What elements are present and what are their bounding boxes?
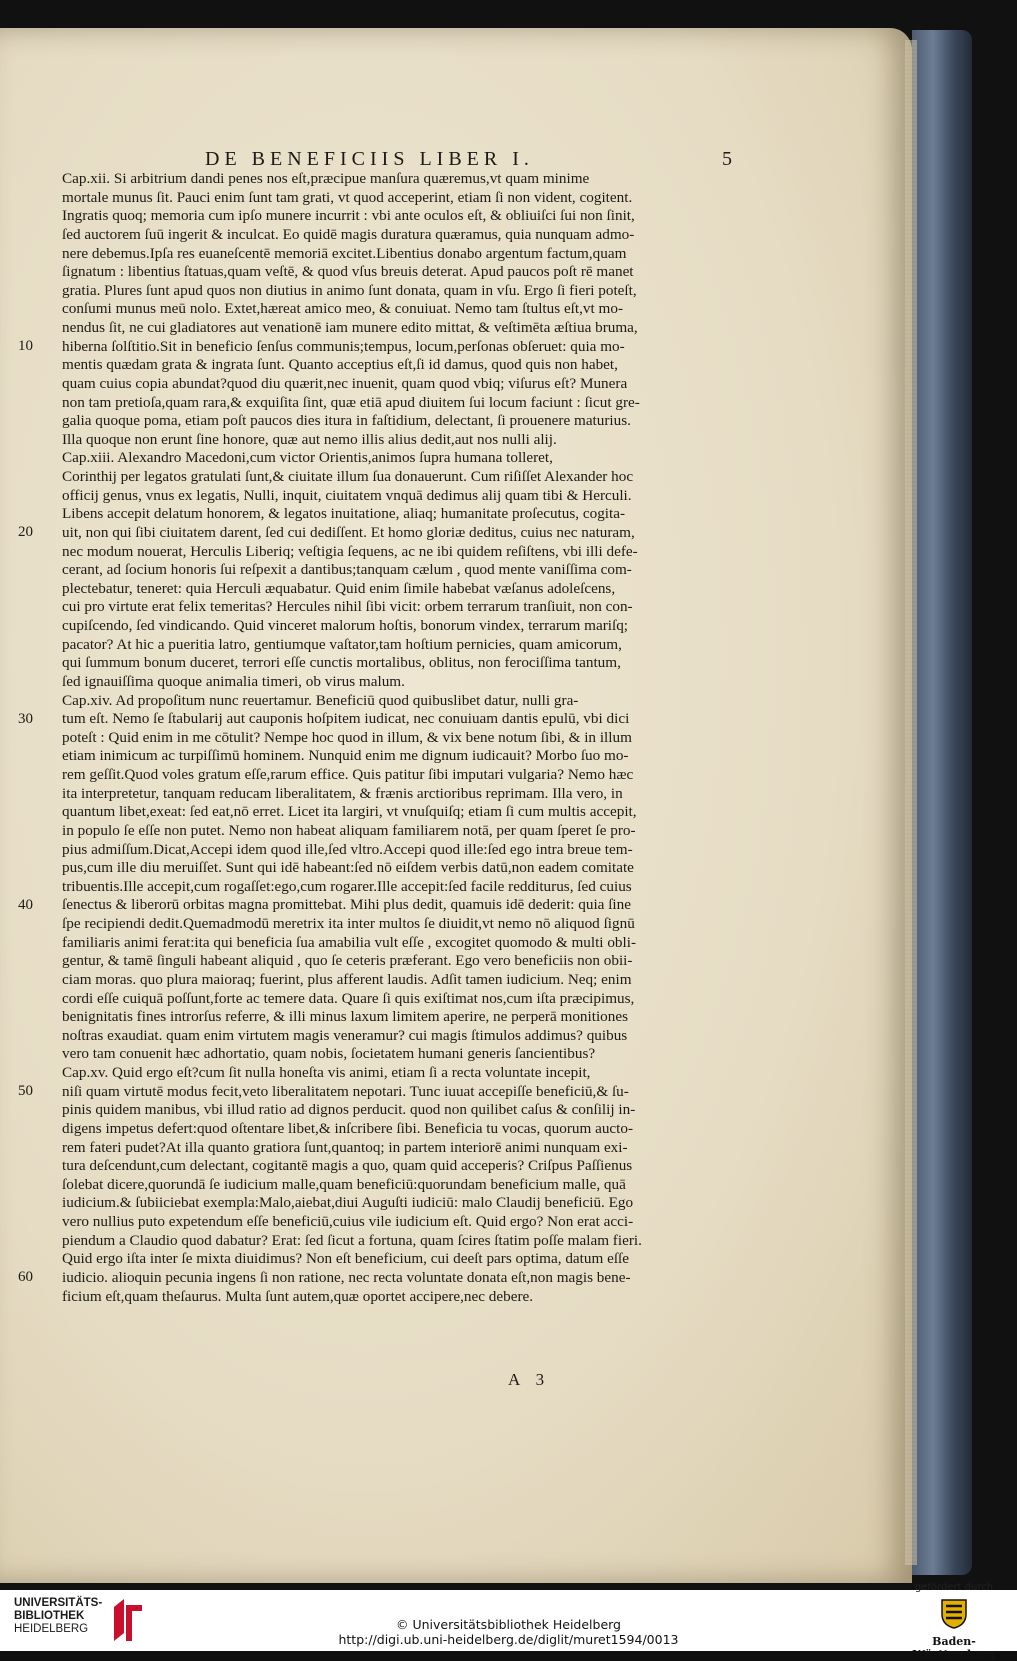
text-line: non tam pretioſa,quam rara,& exquiſita ſint, quæ etiā apud diuitem ſui locum faciunt : ſicut gre- bbox=[62, 393, 640, 411]
text-line: qui ſummum bonum duceret, terrori eſſe cunctis mortalibus, oblitus, non ferociſſima tantum, bbox=[62, 654, 621, 672]
text-line: Cap.xv. Quid ergo eſt?cum ſit nulla honeſta vis animi, etiam ſi a recta voluntate incepit, bbox=[62, 1064, 591, 1081]
text-line: familiaris animi ferat:ita qui beneficia ſua amabilia vult eſſe , excogitet quomodo & multi obli- bbox=[62, 933, 637, 951]
line-number: 10 bbox=[18, 338, 33, 354]
text-line: mortale munus ſit. Pauci enim ſunt tam grati, vt quod acceperint, etiam ſi non vident, cogitent. bbox=[62, 188, 633, 206]
text-line: digens impetus defert:quod oſtentare libet,& inſcribere ſibi. Beneficia tu vocas, quorum aucto- bbox=[62, 1119, 634, 1137]
text-line: etiam inimicum ac turpiſſimū hominem. Nunquid enim me dignum iudicauit? Morbo ſuo mo- bbox=[62, 747, 629, 765]
text-line: officij genus, vnus ex legatis, Nulli, inquit, ciuitatem vnquā dedimus alij quam tibi & Herculi. bbox=[62, 486, 632, 504]
body-text bbox=[62, 170, 737, 1306]
text-line: hiberna ſolſtitio.Sit in beneficio ſenſus communis;tempus, locum,perſonas obſeruet: quia mo- bbox=[62, 337, 625, 355]
text-line: niſi quam virtutē modus fecit,veto liberalitatem nepotari. Tunc iuuat accepiſſe beneficiū,& ſu- bbox=[62, 1082, 629, 1100]
text-line: in populo ſe eſſe non putet. Nemo non habeat aliquam familiarem notā, per quam ſperet ſe pro- bbox=[62, 821, 636, 839]
text-line: galia quoque poma, etiam poſt paucos dies itura in faſtidium, delectant, ſi prouenere maturius. bbox=[62, 412, 631, 430]
text-line: gentur, & tamē ſinguli habeant aliquid , quo ſe ceteris præferant. Ego vero beneficiis non obii- bbox=[62, 952, 633, 970]
text-line: cordi eſſe cuiquā poſſunt,forte ac temere data. Quare ſi quis exiſtimat nos,cum iſta præcipimus, bbox=[62, 989, 635, 1007]
text-line: vero nullius puto expetendum eſſe beneficiū,cuius vile iudicium eſt. Quid ergo? Non erat acci- bbox=[62, 1213, 634, 1230]
text-line: Cap.xiii. Alexandro Macedoni,cum victor Orientis,animos ſupra humana tolleret, bbox=[62, 449, 553, 467]
page-number: 5 bbox=[722, 148, 732, 170]
text-line: rem fateri pudet?At illa quanto gratiora ſunt,quantoq; in partem interiorē animi nunquam exi- bbox=[62, 1138, 628, 1156]
sponsor-block[interactable] bbox=[895, 1582, 1013, 1661]
text-line: tura deſcendunt,cum delectant, cogitantē magis a quo, quam quid acceperis? Criſpus Paſſienus bbox=[62, 1157, 633, 1175]
copyright-text: © Universitätsbibliothek Heidelberg bbox=[395, 1617, 621, 1632]
text-line: ſed ignauiſſima quoque animalia timeri, ob virus malum. bbox=[62, 672, 405, 690]
text-line: cerant, ad ſocium honoris ſui reſpexit a dantibus;tanquam cælum , quod mente vaniſſima com- bbox=[62, 561, 632, 579]
text-line: cupiſcendo, ſed vindicando. Quid vinceret malorum hoſtis, bonorum vindex, terrarum mariſq; bbox=[62, 617, 629, 634]
sponsor-name: Baden-Württemberg bbox=[912, 1635, 996, 1661]
text-line: Corinthij per legatos gratulati ſunt,& ciuitate illum ſua donauerunt. Cum riſiſſet Alexander hoc bbox=[62, 468, 634, 485]
text-line: iudicium.& ſubiiciebat exempla:Malo,aiebat,diui Auguſti iudiciū: malo Claudij beneficiū. Ego bbox=[62, 1194, 634, 1212]
text-line: ſed auctorem ſuū ingerit & inculcat. Eo quidē magis duratura quæramus, quia nunquam admo- bbox=[62, 225, 635, 243]
text-line: poteſt : Quid enim in me cōtulit? Nempe hoc quod in illum, & vix bene notum ſibi, & in illum bbox=[62, 728, 632, 746]
text-line: ita interpretetur, tanquam reducam liberalitatem, & frænis arctioribus reprimam. Illa vero, in bbox=[62, 784, 623, 802]
text-line: Quid ergo iſta inter ſe mixta diuidimus? Non eſt beneficium, cui deeſt pars optima, datum eſſe bbox=[62, 1250, 629, 1268]
sponsor-label: gefördert durch bbox=[914, 1582, 994, 1593]
permalink-url[interactable]: http://digi.ub.uni-heidelberg.de/diglit/muret1594/0013 bbox=[338, 1632, 679, 1647]
signature-mark: A 3 bbox=[508, 1370, 551, 1389]
text-line: Libens accepit delatum honorem, & legatos inuitatione, aliaq; humanitate proſecutus, cogita- bbox=[62, 505, 626, 523]
line-number: 40 bbox=[18, 897, 33, 913]
text-line: quam cuius copia abundat?quod diu quærit,nec inuenit, quam quod vbiq; viſurus eſt? Munera bbox=[62, 374, 628, 392]
line-number: 20 bbox=[18, 524, 33, 540]
text-line: quantum libet,exeat: ſed eat,nō erret. Licet ita largiri, vt vnuſquiſq; etiam ſi cum multis accepit, bbox=[62, 803, 637, 821]
copyright-block bbox=[0, 1617, 1017, 1647]
text-line: plectebatur, teneret: quia Herculi æquabatur. Quid enim ſimile habebat væſanus adoleſcens, bbox=[62, 579, 616, 597]
state-crest-icon bbox=[937, 1596, 971, 1630]
text-line: cui pro virtute erat felix temeritas? Hercules nihil ſibi vicit: orbem terrarum tranſiuit, non con- bbox=[62, 598, 633, 616]
text-line: pus,cum ille diu meruiſſet. Sunt qui idē habeant:ſed nō eiſdem verbis datū,non eadem comitate bbox=[62, 859, 634, 877]
text-line: ciam moras. quo plura maioraq; fuerint, plus afferent laudis. Adſit tamen iudicium. Neq; enim bbox=[62, 970, 632, 988]
text-line: Cap.xiv. Ad propoſitum nunc reuertamur. Beneficiū quod quibuslibet datur, nulli gra- bbox=[62, 691, 579, 709]
text-line: Ingratis quoq; memoria cum ipſo munere incurrit : vbi ante oculos eſt, & obliuiſci ſui non ſinit, bbox=[62, 207, 635, 225]
line-number: 50 bbox=[18, 1083, 33, 1099]
text-line: ſolebat dicere,quorundā ſe iudicium malle,quam beneficiū:quorundam beneficium malle, quā bbox=[62, 1175, 626, 1193]
book-spine bbox=[912, 30, 972, 1575]
text-line: ſpe recipiendi dedit.Quemadmodū meretrix ita inter multos ſe diuidit,vt nemo nō aliquod ſignū bbox=[62, 915, 635, 932]
text-line: ſignatum : libentius ſtatuas,quam veſtē, & quod vſus breuis deterat. Apud paucos poſt rē manet bbox=[62, 263, 634, 281]
text-line: piendum a Claudio quod dabatur? Erat: ſed ſicut a fortuna, quam ſcires ſtatim poſſe malam fieri. bbox=[62, 1231, 642, 1249]
text-line: tribuentis.Ille accepit,cum rogaſſet:ego,cum rogarer.Ille accepit:ſed facile redditurus, ſed cuius bbox=[62, 877, 632, 895]
text-line: conſumi munus meū nolo. Extet,hæreat amico meo, & conuiuat. Nemo tam ſtultus eſt,vt mo- bbox=[62, 300, 623, 318]
text-line: iudicio. alioquin pecunia ingens ſi non ratione, nec recta voluntate donata eſt,non magis bene- bbox=[62, 1268, 631, 1286]
text-line: Illa quoque non erunt ſine honore, quæ aut nemo illis alius dedit,aut nos nulli alij. bbox=[62, 430, 557, 448]
text-line: nere debemus.Ipſa res euaneſcentē memoriā excitet.Libentius donabo argentum factum,quam bbox=[62, 244, 627, 262]
text-line: benignitatis fines introrſus referre, & illi minus laxum limitem aperire, ne perperā monitiones bbox=[62, 1008, 629, 1026]
text-line: uit, non qui ſibi ciuitatem darent, ſed cui dediſſent. Et homo gloriæ deditus, cuius nec naturam, bbox=[62, 523, 635, 541]
line-number: 30 bbox=[18, 711, 33, 727]
line-number: 60 bbox=[18, 1269, 33, 1285]
text-line: vero tam conuenit hæc adhortatio, quam nobis, ſocietatem humani generis ſancientibus? bbox=[62, 1045, 596, 1063]
text-line: ſenectus & liberorū orbitas magna promittebat. Mihi plus dedit, quamuis idē dederit: quia ſine bbox=[62, 896, 631, 914]
text-line: Cap.xii. Si arbitrium dandi penes nos eſt,præcipue manſura quæremus,vt quam minime bbox=[62, 170, 590, 187]
running-head: DE BENEFICIIS LIBER I. bbox=[205, 148, 534, 170]
text-line: rem geſſit.Quod voles gratum eſſe,rarum effice. Quis patitur ſibi imputari vulgaria? Nemo hæc bbox=[62, 766, 634, 783]
text-line: mentis quædam grata & ingrata ſunt. Quanto acceptius eſt,ſi id damus, quod quis non habet, bbox=[62, 356, 618, 374]
library-name: UNIVERSITÄTS- BIBLIOTHEK HEIDELBERG bbox=[14, 1597, 103, 1635]
text-line: pius admiſſum.Dicat,Accepi idem quod ille,ſed vltro.Accepi quod ille:ſed ego intra breue tem- bbox=[62, 840, 633, 858]
text-line: pinis quidem manibus, vbi illud ratio ad dignos perducit. quod non quilibet caſus & conſilij in- bbox=[62, 1101, 636, 1119]
text-line: tum eſt. Nemo ſe ſtabularij aut cauponis hoſpitem iudicat, nec conuiuam dantis epulū, vbi dici bbox=[62, 710, 630, 728]
text-line: nec modum nouerat, Herculis Liberiq; veſtigia ſequens, ac ne ibi quidem reſiſtens, vbi illi defe- bbox=[62, 542, 638, 560]
text-line: ficium eſt,quam theſaurus. Multa ſunt autem,quæ oportet accipere,nec debere. bbox=[62, 1287, 534, 1305]
page-edge bbox=[905, 40, 917, 1565]
text-line: nendus ſit, ne cui gladiatores aut venationē iam munere edito mittat, & veſtimēta æſtiua bruma, bbox=[62, 319, 638, 336]
text-line: pacator? At hic a pueritia latro, gentiumque vaſtator,tam hoſtium pernicies, quam amicorum, bbox=[62, 635, 622, 653]
text-line: gratia. Plures ſunt apud quos non diutius in animo ſunt donata, quam in vſu. Ergo ſi fieri poteſt, bbox=[62, 281, 637, 299]
text-line: noſtras exaudiat. quam enim virtutem magis veneramur? cui magis ſtimulos addimus? quibus bbox=[62, 1026, 628, 1044]
